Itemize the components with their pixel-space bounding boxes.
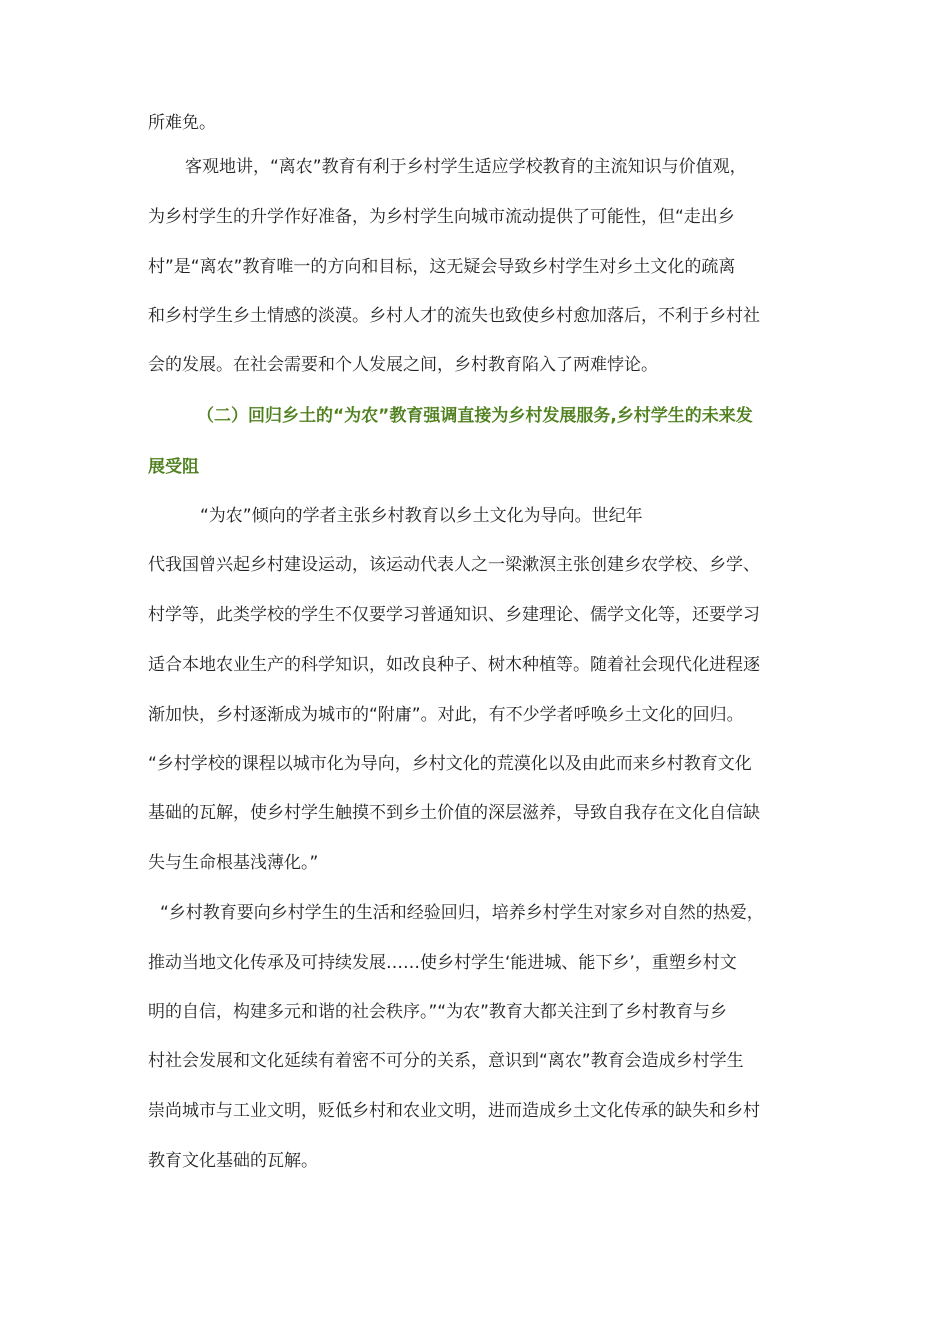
paragraph-first-line: “为农”倾向的学者主张乡村教育以乡土文化为导向。世纪年 [200, 506, 643, 526]
text-line: 和乡村学生乡土情感的淡漠。乡村人才的流失也致使乡村愈加落后，不利于乡村社 [148, 306, 760, 326]
text-line: 村”是“离农”教育唯一的方向和目标，这无疑会导致乡村学生对乡土文化的疏离 [148, 257, 736, 277]
text-line: 明的自信，构建多元和谐的社会秩序。”“为农”教育大都关注到了乡村教育与乡 [148, 1002, 727, 1022]
quote-line: 基础的瓦解，使乡村学生触摸不到乡土价值的深层滋养，导致自我存在文化自信缺 [148, 803, 760, 823]
section-heading-continued: 展受阻 [148, 457, 199, 477]
text-line: 渐加快，乡村逐渐成为城市的“附庸”。对此，有不少学者呼唤乡土文化的回归。 [148, 705, 744, 725]
text-line: 为乡村学生的升学作好准备，为乡村学生向城市流动提供了可能性，但“走出乡 [148, 207, 735, 227]
text-line: 会的发展。在社会需要和个人发展之间，乡村教育陷入了两难悖论。 [148, 355, 658, 375]
quote-line: “乡村教育要向乡村学生的生活和经验回归，培养乡村学生对家乡对自然的热爱， [160, 903, 764, 923]
text-line: 所难免。 [148, 113, 216, 133]
text-line: 教育文化基础的瓦解。 [148, 1151, 318, 1171]
quote-line: 失与生命根基浅薄化。” [148, 853, 319, 873]
text-line: 适合本地农业生产的科学知识，如改良种子、树木种植等。随着社会现代化进程逐 [148, 655, 760, 675]
text-line: 崇尚城市与工业文明，贬低乡村和农业文明，进而造成乡土文化传承的缺失和乡村 [148, 1101, 760, 1121]
paragraph-first-line: 客观地讲，“离农”教育有利于乡村学生适应学校教育的主流知识与价值观， [185, 157, 747, 177]
quote-line: “乡村学校的课程以城市化为导向，乡村文化的荒漠化以及由此而来乡村教育文化 [148, 754, 752, 774]
text-line: 村学等，此类学校的学生不仅要学习普通知识、乡建理论、儒学文化等，还要学习 [148, 605, 760, 625]
text-line: 推动当地文化传承及可持续发展……使乡村学生‘能进城、能下乡’，重塑乡村文 [148, 953, 737, 973]
section-heading: （二）回归乡土的“为农”教育强调直接为乡村发展服务,乡村学生的未来发 [197, 406, 753, 426]
text-line: 村社会发展和文化延续有着密不可分的关系，意识到“离农”教育会造成乡村学生 [148, 1051, 744, 1071]
text-line: 代我国曾兴起乡村建设运动，该运动代表人之一梁漱溟主张创建乡农学校、乡学、 [148, 555, 760, 575]
